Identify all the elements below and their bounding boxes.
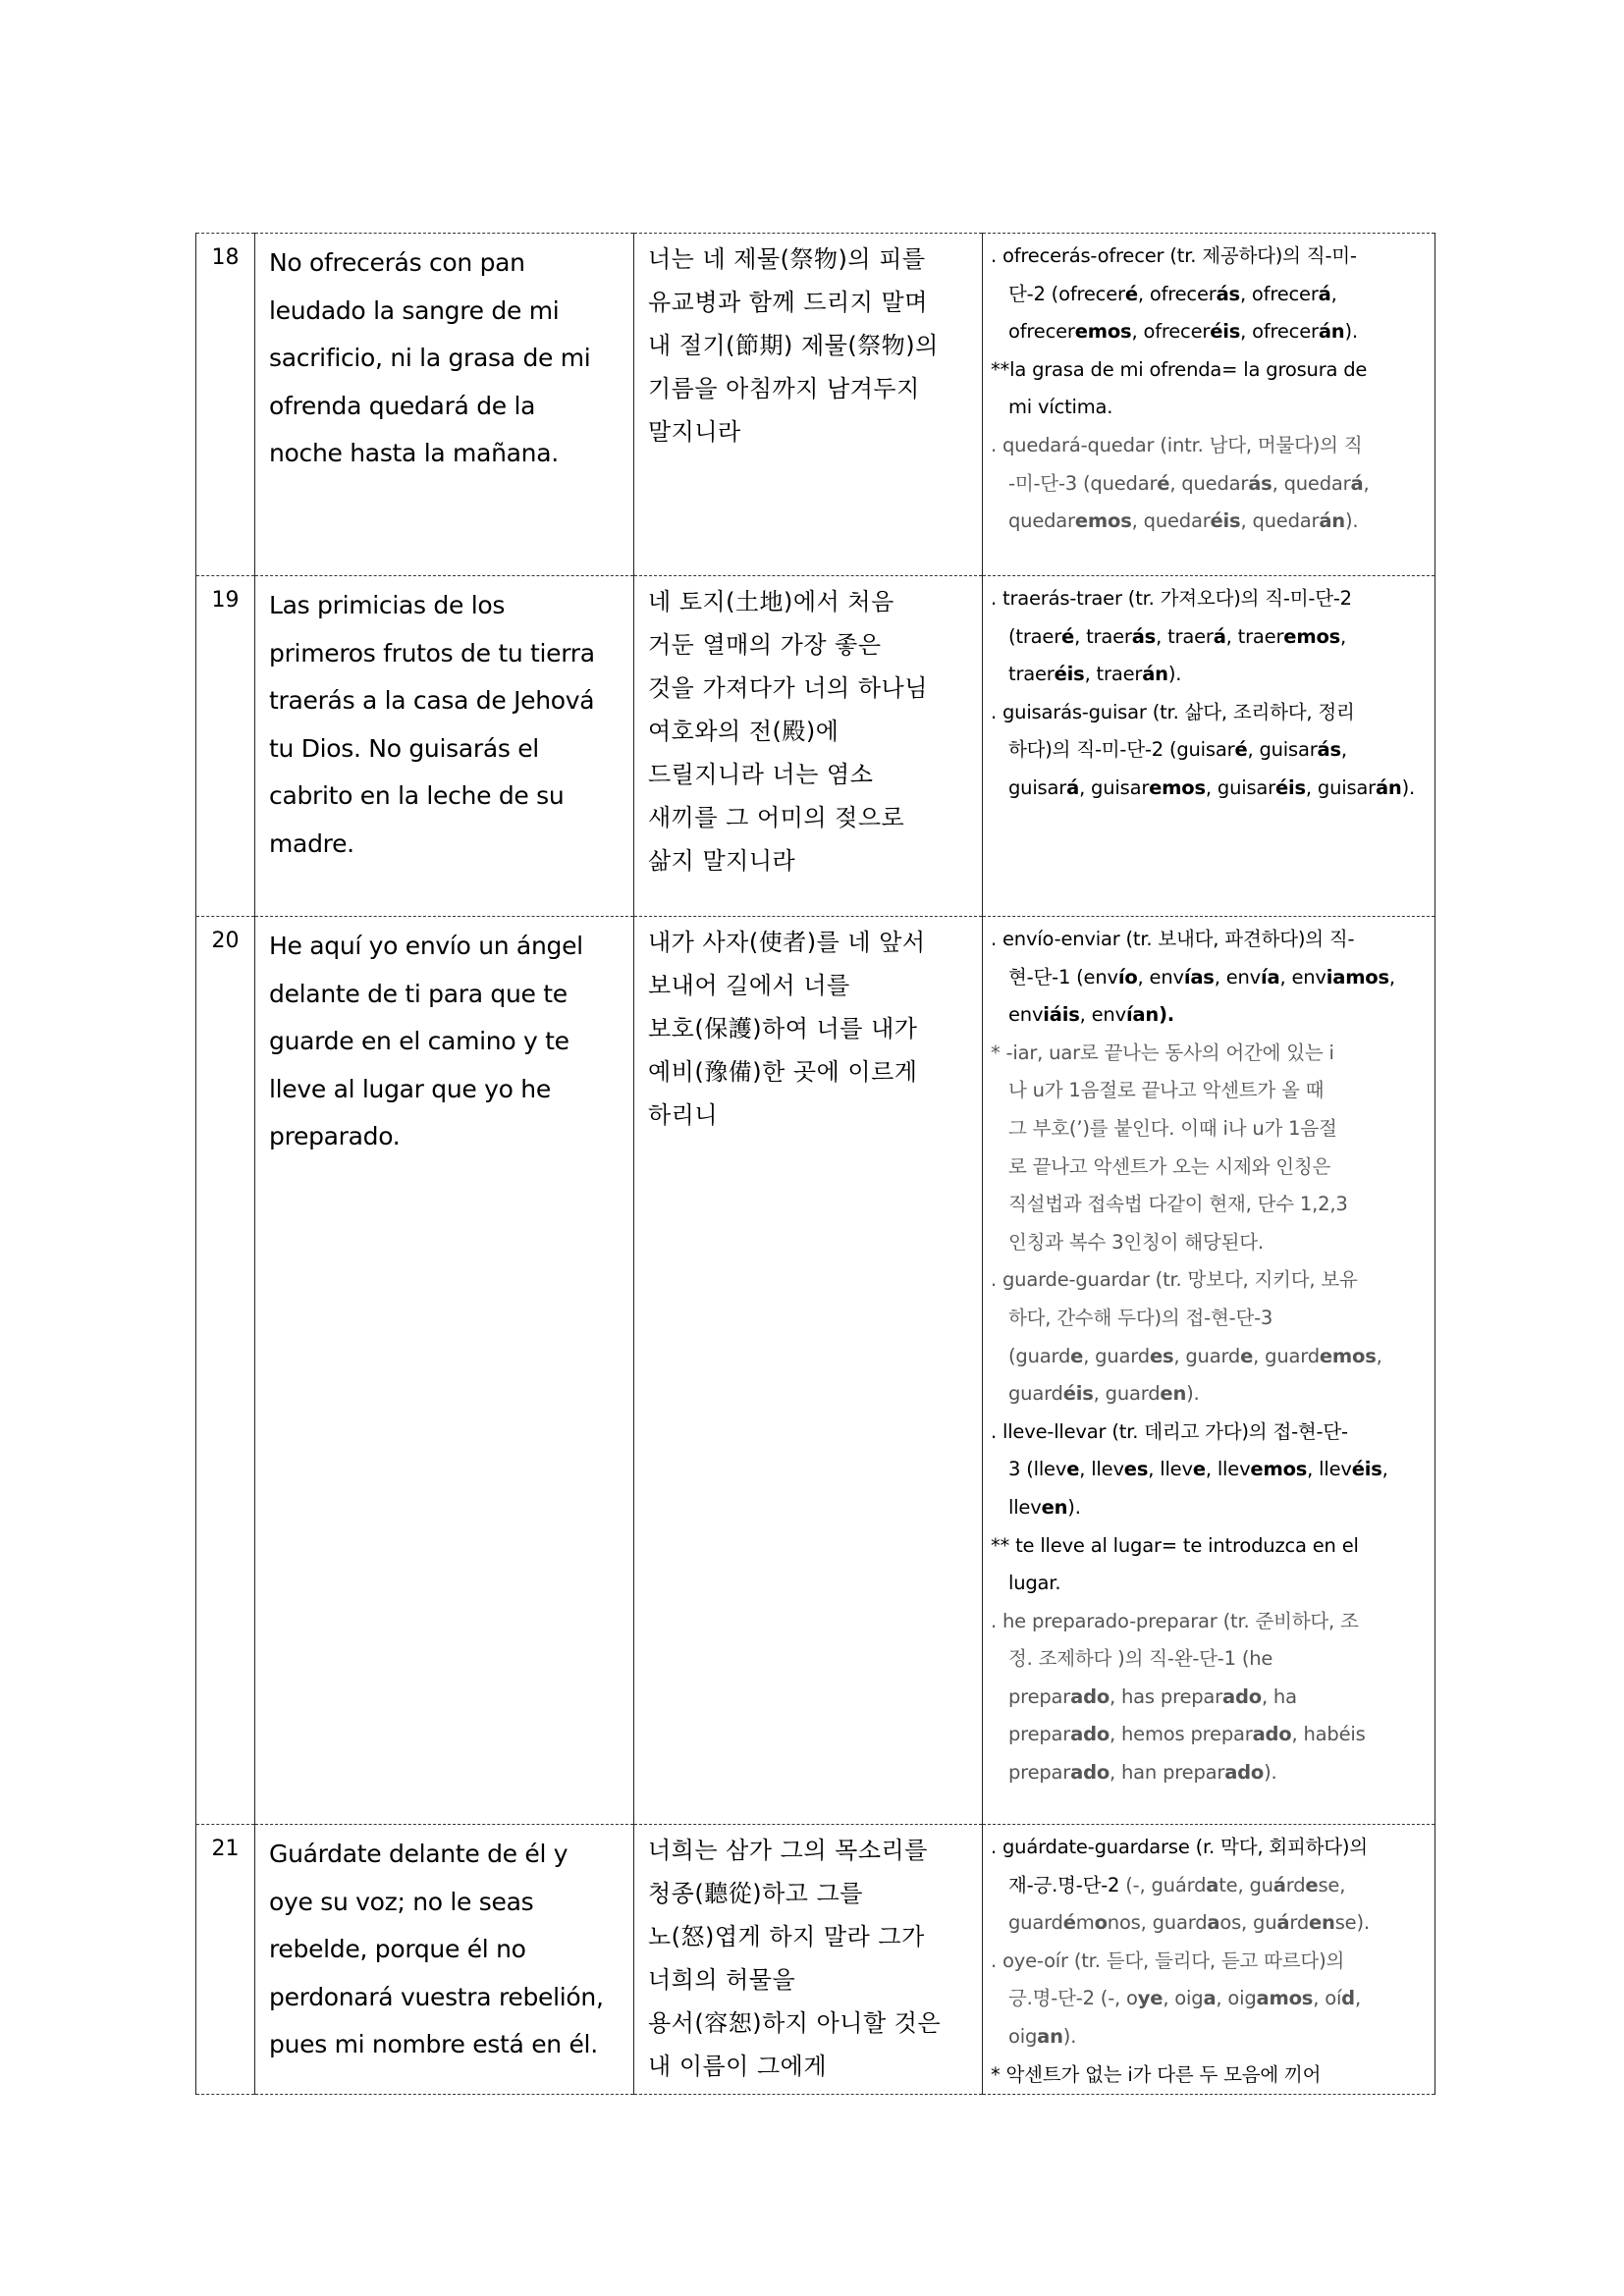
note-line: 재-긍.명-단-2 (-, guárdate, guárdese, [1008, 1873, 1346, 1896]
text-line: sacrificio, ni la grasa de mi [269, 344, 591, 372]
text-line: traerás a la casa de Jehová [269, 686, 595, 715]
text-line: He aquí yo envío un ángel [269, 932, 583, 960]
note-line: 하다, 간수해 두다)의 접-현-단-3 [1008, 1306, 1273, 1329]
grammar-notes [983, 576, 1435, 917]
note-line: guardéis, guarden). [1008, 1382, 1200, 1406]
text-line: noche hasta la mañana. [269, 439, 559, 467]
text-line: No ofrecerás con pan [269, 248, 525, 277]
text-line: 내 절기(節期) 제물(祭物)의 [648, 332, 939, 359]
korean-text [634, 1825, 983, 2095]
note-line: ** te lleve al lugar= te introduzca en el [991, 1533, 1359, 1557]
note-line: 직설법과 접속법 다같이 현재, 단수 1,2,3 [1008, 1193, 1348, 1216]
text-line: tu Dios. No guisarás el [269, 733, 539, 763]
note-line: . quedará-quedar (intr. 남다, 머물다)의 직 [991, 433, 1363, 456]
text-line: 보호(保護)하여 너를 내가 [648, 1015, 918, 1042]
note-line: 나 u가 1음절로 끝나고 악센트가 올 때 [1008, 1079, 1325, 1102]
verse-number: 18 [196, 234, 255, 576]
text-line: 너희의 허물을 [648, 1966, 796, 1994]
text-line: 노(怒)엽게 하지 말라 그가 [648, 1923, 925, 1950]
note-line: preparado, hemos preparado, habéis [1008, 1723, 1366, 1746]
note-line: mi víctima. [1008, 396, 1113, 419]
note-line: . guarde-guardar (tr. 망보다, 지키다, 보유 [991, 1268, 1358, 1292]
grammar-notes [983, 234, 1435, 576]
text-line: 하리니 [648, 1101, 719, 1129]
note-line: 정. 조제하다 )의 직-완-단-1 (he [1008, 1647, 1273, 1671]
note-line: **la grasa de mi ofrenda= la grosura de [991, 357, 1368, 381]
grammar-notes [983, 1825, 1435, 2095]
grammar-notes [983, 917, 1435, 1825]
text-line: preparado. [269, 1122, 401, 1150]
korean-text [634, 234, 983, 576]
note-line: preparado, has preparado, ha [1008, 1684, 1297, 1708]
text-line: 유교병과 함께 드리지 말며 [648, 289, 928, 316]
note-line: . ofrecerás-ofrecer (tr. 제공하다)의 직-미- [991, 244, 1357, 267]
text-line: pues mi nombre está en él. [269, 2030, 598, 2058]
text-line: 드릴지니라 너는 염소 [648, 761, 874, 788]
text-line: oye su voz; no le seas [269, 1887, 534, 1916]
note-line: guardémonos, guardaos, guárdense). [1008, 1911, 1370, 1935]
verse-number: 20 [196, 917, 255, 1825]
text-line: 새끼를 그 어미의 젖으로 [648, 804, 905, 831]
note-line: 로 끝나고 악센트가 오는 시제와 인칭은 [1008, 1154, 1331, 1178]
note-line: (traeré, traerás, traerá, traeremos, [1008, 624, 1347, 648]
note-line: 하다)의 직-미-단-2 (guisaré, guisarás, [1008, 738, 1347, 762]
spanish-text [255, 917, 634, 1825]
text-line: 기름을 아침까지 남겨두지 [648, 375, 920, 402]
note-line: traeréis, traerán). [1008, 663, 1182, 686]
note-line: . envío-enviar (tr. 보내다, 파견하다)의 직- [991, 928, 1355, 950]
note-line: 긍.명-단-2 (-, oye, oiga, oigamos, oíd, [1008, 1987, 1361, 2010]
note-line: oigan). [1008, 2024, 1077, 2048]
note-line: . oye-oír (tr. 듣다, 들리다, 듣고 따르다)의 [991, 1949, 1345, 1972]
note-line: 그 부호(’)를 붙인다. 이때 i나 u가 1음절 [1008, 1116, 1337, 1140]
note-line: ofreceremos, ofreceréis, ofrecerán). [1008, 320, 1358, 344]
verse-number: 21 [196, 1825, 255, 2095]
text-line: cabrito en la leche de su [269, 781, 565, 810]
verse-number: 19 [196, 576, 255, 917]
note-line: . traerás-traer (tr. 가져오다)의 직-미-단-2 [991, 587, 1352, 610]
spanish-text [255, 1825, 634, 2095]
text-line: 용서(容恕)하지 아니할 것은 [648, 2009, 942, 2037]
spanish-text [255, 234, 634, 576]
note-line: lugar. [1008, 1572, 1061, 1595]
text-line: 청종(聽從)하고 그를 [648, 1880, 863, 1907]
text-line: ofrenda quedará de la [269, 391, 536, 420]
text-line: 말지니라 [648, 418, 741, 446]
note-line: quedaremos, quedaréis, quedarán). [1008, 509, 1359, 533]
text-line: 거둔 열매의 가장 좋은 [648, 631, 882, 659]
note-line: enviáis, envían). [1008, 1003, 1174, 1027]
text-line: 삶지 말지니라 [648, 847, 796, 875]
text-line: madre. [269, 828, 354, 858]
note-line: guisará, guisaremos, guisaréis, guisarán). [1008, 775, 1416, 799]
text-line: 것을 가져다가 너의 하나님 [648, 674, 928, 702]
verse-row-18 [196, 234, 1435, 576]
verse-row-19 [196, 576, 1435, 917]
text-line: 내 이름이 그에게 [648, 2053, 828, 2080]
text-line: 보내어 길에서 너를 [648, 972, 850, 999]
note-line: lleven). [1008, 1495, 1081, 1519]
text-line: lleve al lugar que yo he [269, 1074, 551, 1103]
korean-text [634, 917, 983, 1825]
note-line: . lleve-llevar (tr. 데리고 가다)의 접-현-단- [991, 1419, 1348, 1443]
note-line: -미-단-3 (quedaré, quedarás, quedará, [1008, 471, 1370, 495]
note-line: 현-단-1 (envío, envías, envía, enviamos, [1008, 965, 1395, 988]
verse-row-20 [196, 917, 1435, 1825]
spanish-text [255, 576, 634, 917]
text-line: leudado la sangre de mi [269, 295, 560, 325]
note-line: . he preparado-preparar (tr. 준비하다, 조 [991, 1609, 1359, 1632]
note-line: preparado, han preparado). [1008, 1761, 1277, 1785]
verse-row-21 [196, 1825, 1435, 2095]
text-line: guarde en el camino y te [269, 1027, 569, 1055]
text-line: 여호와의 전(殿)에 [648, 718, 839, 745]
verse-table [195, 233, 1435, 2095]
text-line: delante de ti para que te [269, 979, 568, 1008]
text-line: rebelde, porque él no [269, 1935, 526, 1963]
text-line: 너희는 삼가 그의 목소리를 [648, 1837, 928, 1864]
text-line: 네 토지(土地)에서 처음 [648, 588, 894, 615]
note-line: 인칭과 복수 3인칭이 해당된다. [1008, 1230, 1264, 1254]
note-line: . guisarás-guisar (tr. 삶다, 조리하다, 정리 [991, 700, 1355, 723]
text-line: perdonará vuestra rebelión, [269, 1982, 604, 2011]
note-line: * -iar, uar로 끝나는 동사의 어간에 있는 i [991, 1041, 1334, 1064]
note-line: (guarde, guardes, guarde, guardemos, [1008, 1344, 1382, 1367]
note-line: . guárdate-guardarse (r. 막다, 회피하다)의 [991, 1836, 1368, 1858]
note-line: 3 (lleve, lleves, lleve, llevemos, llevéis, [1008, 1458, 1388, 1481]
note-line: * 악센트가 없는 i가 다른 두 모음에 끼어 [991, 2062, 1322, 2086]
text-line: 내가 사자(使者)를 네 앞서 [648, 929, 926, 956]
text-line: 예비(豫備)한 곳에 이르게 [648, 1058, 918, 1086]
korean-text [634, 576, 983, 917]
text-line: primeros frutos de tu tierra [269, 638, 595, 667]
note-line: 단-2 (ofreceré, ofrecerás, ofrecerá, [1008, 282, 1337, 305]
text-line: Guárdate delante de él y [269, 1840, 568, 1868]
text-line: 너는 네 제물(祭物)의 피를 [648, 245, 926, 273]
text-line: Las primicias de los [269, 591, 506, 619]
